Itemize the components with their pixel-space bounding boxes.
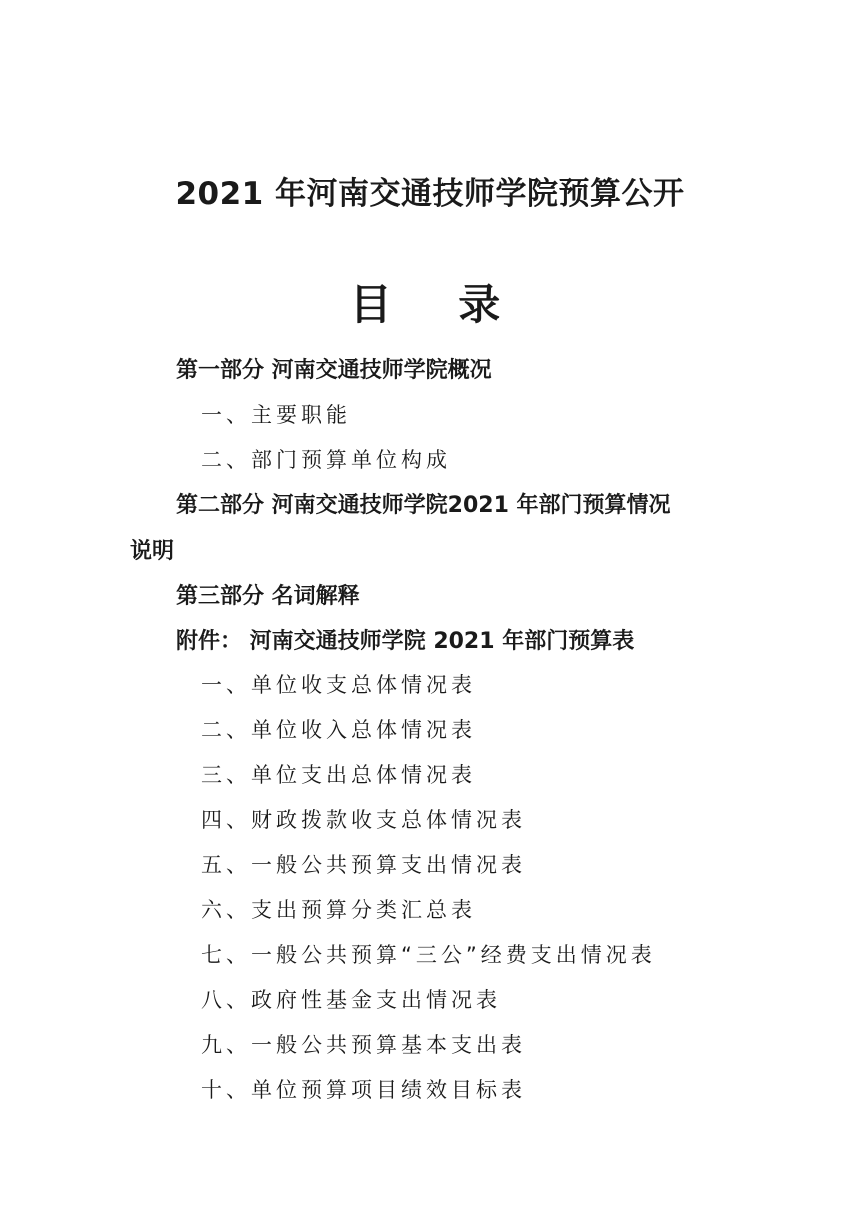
toc-item: 六、支出预算分类汇总表	[201, 898, 476, 922]
toc-item: 一、单位收支总体情况表	[201, 673, 476, 697]
toc-item: 七、一般公共预算“三公”经费支出情况表	[201, 943, 656, 967]
toc-item: 十、单位预算项目绩效目标表	[201, 1078, 526, 1102]
toc-part-2-line1: 第二部分 河南交通技师学院2021 年部门预算情况	[176, 493, 671, 518]
toc-item: 四、财政拨款收支总体情况表	[201, 808, 526, 832]
toc-item: 一、主要职能	[201, 403, 351, 427]
toc-part-3: 第三部分 名词解释	[176, 584, 360, 609]
toc-part-1: 第一部分 河南交通技师学院概况	[176, 358, 492, 383]
document-title: 2021 年河南交通技师学院预算公开	[175, 176, 685, 212]
toc-part-2-line2: 说明	[130, 539, 175, 564]
toc-item: 三、单位支出总体情况表	[201, 763, 476, 787]
toc-item: 二、部门预算单位构成	[201, 448, 451, 472]
toc-attachment: 附件： 河南交通技师学院 2021 年部门预算表	[176, 629, 635, 654]
toc-item: 二、单位收入总体情况表	[201, 718, 476, 742]
toc-item: 八、政府性基金支出情况表	[201, 988, 501, 1012]
toc-item: 九、一般公共预算基本支出表	[201, 1033, 526, 1057]
toc-item: 五、一般公共预算支出情况表	[201, 853, 526, 877]
toc-heading: 目 录	[349, 280, 527, 329]
